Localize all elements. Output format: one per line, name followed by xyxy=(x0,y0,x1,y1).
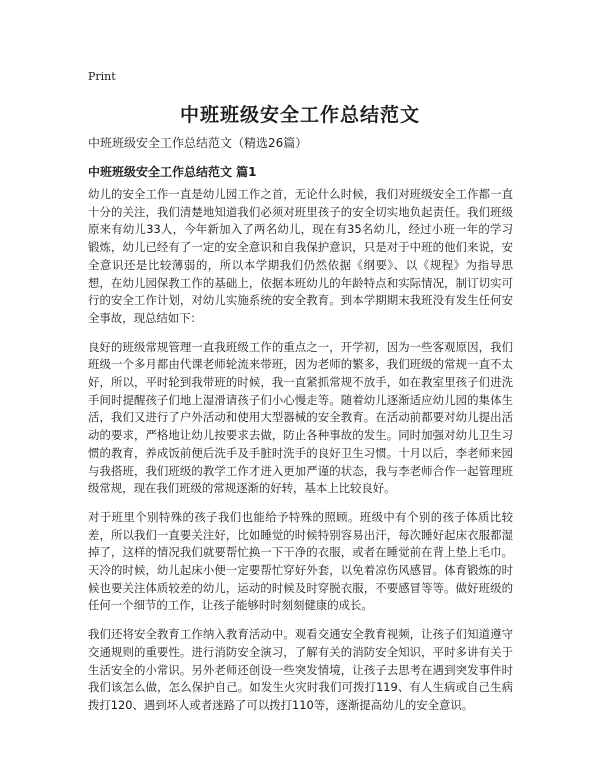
print-label: Print xyxy=(88,70,116,83)
paragraph-1: 幼儿的安全工作一直是幼儿园工作之首，无论什么时候，我们对班级安全工作都一直十分的关注，我们清楚地知道我们必须对班里孩子的安全切实地负起责任。我们班级原来有幼儿33人，今年新加入了两名幼儿，现在有35名幼儿，经过小班一年的学习锻炼，幼儿已经有了一定的安全意识和自我保护意识，只是对于中班的他们来说，安全意识还是比较薄弱的，所以本学期我们仍然依据《纲要》、以《规程》为指导思想，在幼儿园保教工作的基础上，依据本班幼儿的年龄特点和实际情况，制订切实可行的安全工作计划，对幼儿实施系统的安全教育。到本学期期末我班没有发生任何安全事故，现总结如下： xyxy=(88,187,513,325)
document-subtitle: 中班班级安全工作总结范文（精选26篇） xyxy=(88,136,308,150)
paragraph-2: 良好的班级常规管理一直我班级工作的重点之一，开学初，因为一些客观原因，我们班级一个多月都由代课老师轮流来带班，因为老师的繁多，我们班级的常规一直不太好，所以，平时轮到我带班的时候，我一直紧抓常规不放手，如在教室里孩子们进洗手间时提醒孩子们地上湿滑请孩子们小心慢走等。随着幼儿逐渐适应幼儿园的集体生活，我们又进行了户外活动和使用大型器械的安全教育。在活动前都要对幼儿提出活动的要求，严格地让幼儿按要求去做，防止各种事故的发生。同时加强对幼儿卫生习惯的教育，养成饭前便后洗手及手脏时洗手的良好卫生习惯。十月以后，李老师来园与我搭班，我们班级的教学工作才进入更加严谨的状态，我与李老师合作一起管理班级常规，现在我们班级的常规逐渐的好转，基本上比较良好。 xyxy=(88,339,513,496)
section-heading: 中班班级安全工作总结范文 篇1 xyxy=(88,165,257,179)
body-text xyxy=(88,186,513,726)
paragraph-3: 对于班里个别特殊的孩子我们也能给予特殊的照顾。班级中有个别的孩子体质比较差，所以我们一直要关注好，比如睡觉的时候特别容易出汗，每次睡好起床衣服都湿掉了，这样的情况我们就要帮忙换一下干净的衣服，或者在睡觉前在背上垫上毛巾。天冷的时候，幼儿起床小便一定要帮忙穿好外套，以免着凉伤风感冒。体育锻炼的时候也要关注体质较差的幼儿，运动的时候及时穿脱衣服，不要感冒等等。做好班级的任何一个细节的工作，让孩子能够时时刻刻健康的成长。 xyxy=(88,509,513,613)
paragraph-4: 我们还将安全教育工作纳入教育活动中。观看交通安全教育视频，让孩子们知道遵守交通规则的重要性。进行消防安全演习，了解有关的消防安全知识，平时多讲有关于生活安全的小常识。另外老师还创设一些突发情境，让孩子去思考在遇到突发事件时我们该怎么做，怎么保护自己。如发生火灾时我们可拨打119、有人生病或自己生病拨打120、遇到坏人或者迷路了可以拨打110等，逐渐提高幼儿的安全意识。 xyxy=(88,627,513,712)
document-title: 中班班级安全工作总结范文 xyxy=(179,104,420,126)
